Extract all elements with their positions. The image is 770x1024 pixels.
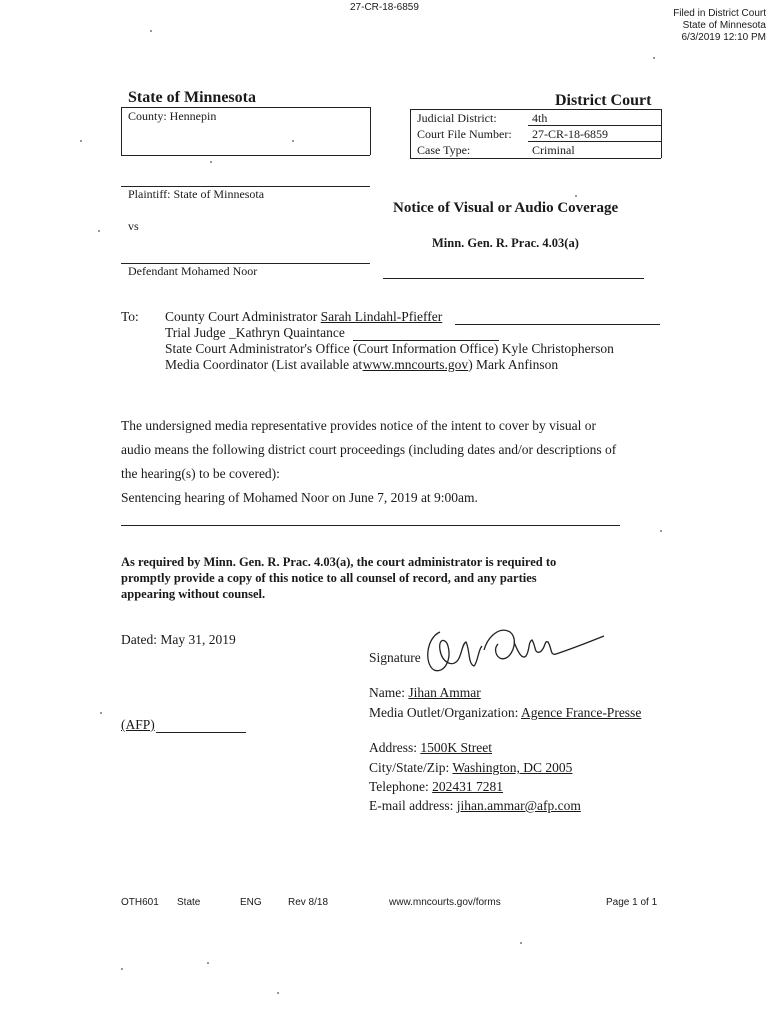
requirement-line-2: promptly provide a copy of this notice to all counsel of record, and any parties (121, 571, 537, 585)
plaintiff-line: Plaintiff: State of Minnesota (128, 187, 265, 201)
judicial-district-value: 4th (532, 111, 548, 125)
name-value: Jihan Ammar (408, 685, 481, 700)
proceedings-blank-line (121, 525, 620, 526)
notice-line-2: audio means the following district court proceedings (including dates and/or descriptions of (121, 442, 617, 457)
scan-speck (150, 30, 152, 32)
address-label: Address: (369, 740, 417, 755)
city-state-zip-label: City/State/Zip: (369, 760, 450, 775)
outlet-short (121, 717, 155, 733)
case-table-bottom (410, 158, 661, 159)
scan-speck (653, 57, 655, 59)
scan-speck (277, 992, 279, 994)
to-line-2: Trial Judge _Kathryn Quaintance (165, 325, 345, 340)
scan-speck (292, 140, 294, 142)
county-box-right (370, 107, 371, 155)
media-outlet-line (369, 705, 641, 721)
filed-stamp (673, 8, 766, 44)
name-label: Name: (369, 685, 405, 700)
scan-speck (121, 968, 123, 970)
footer-form-code: OTH601 (121, 897, 159, 908)
requirement-line-3: appearing without counsel. (121, 587, 266, 601)
county-administrator-prefix: County Court Administrator (165, 309, 318, 324)
scan-speck (210, 161, 212, 163)
county-box-top (121, 107, 370, 108)
mncourts-link[interactable]: www.mncourts.gov (362, 357, 469, 372)
outlet-short-fill-line (156, 732, 246, 733)
footer-forms-url[interactable]: www.mncourts.gov/forms (389, 897, 501, 908)
scan-speck (100, 712, 102, 714)
scan-speck (660, 530, 662, 532)
court-file-number-label: Court File Number: (417, 127, 512, 141)
title-rule-line (383, 278, 644, 279)
scan-speck (575, 195, 577, 197)
notice-title: Notice of Visual or Audio Coverage (393, 200, 619, 216)
to-line-1 (165, 309, 442, 325)
telephone-value: 202431 7281 (432, 779, 504, 794)
handwritten-signature (418, 620, 618, 680)
versus-text: vs (128, 219, 139, 233)
scan-speck (98, 230, 100, 232)
city-state-zip-value: Washington, DC 2005 (452, 760, 573, 775)
county-box-left (121, 107, 122, 155)
court-file-number-value: 27-CR-18-6859 (532, 127, 608, 141)
judicial-district-label: Judicial District: (417, 111, 497, 125)
media-outlet-label: Media Outlet/Organization: (369, 705, 519, 720)
case-table-right (661, 109, 662, 158)
to-line-4 (165, 357, 558, 373)
administrator-fill-line (455, 324, 660, 325)
footer-language: ENG (240, 897, 262, 908)
email-value[interactable]: jihan.ammar@afp.com (456, 798, 581, 813)
requirement-line-1: As required by Minn. Gen. R. Prac. 4.03(a), the court administrator is required to (121, 555, 557, 569)
notice-line-1: The undersigned media representative provides notice of the intent to cover by visual or (121, 418, 596, 433)
to-label: To: (121, 309, 139, 324)
media-outlet-value: Agence France-Presse (520, 705, 642, 720)
county-box-bottom (121, 155, 370, 156)
case-type-label: Case Type: (417, 143, 471, 157)
email-label: E-mail address: (369, 798, 454, 813)
media-coordinator-suffix: ) Mark Anfinson (468, 357, 559, 372)
city-state-zip-line (369, 760, 572, 776)
notice-paragraph (121, 414, 616, 510)
outlet-short-text: (AFP) (121, 717, 155, 732)
defendant-line: Defendant Mohamed Noor (128, 264, 258, 278)
footer-page-number: Page 1 of 1 (606, 897, 658, 908)
county-administrator-name: Sarah Lindahl-Pfieffer (320, 309, 443, 324)
to-line-3: State Court Administrator's Office (Court Information Office) Kyle Christopherson (165, 341, 614, 356)
county-field: County: Hennepin (128, 109, 217, 123)
notice-line-3: the hearing(s) to be covered): (121, 466, 280, 481)
name-line (369, 685, 481, 701)
address-value: 1500K Street (420, 740, 492, 755)
state-heading: State of Minnesota (128, 89, 256, 106)
email-line (369, 798, 581, 814)
case-type-value: Criminal (532, 143, 575, 157)
court-heading: District Court (555, 92, 652, 109)
filed-stamp-line1: Filed in District Court (673, 8, 766, 19)
requirement-paragraph (121, 554, 631, 602)
footer-state: State (177, 897, 201, 908)
filed-stamp-line2: State of Minnesota (682, 20, 766, 31)
scan-speck (207, 962, 209, 964)
scan-speck (80, 140, 82, 142)
media-coordinator-prefix: Media Coordinator (List available at (165, 357, 363, 372)
footer-revision: Rev 8/18 (288, 897, 329, 908)
case-table-top (410, 109, 661, 110)
filed-stamp-line3: 6/3/2019 12:10 PM (681, 32, 766, 43)
scan-speck (520, 942, 522, 944)
telephone-label: Telephone: (369, 779, 429, 794)
rule-citation: Minn. Gen. R. Prac. 4.03(a) (432, 236, 579, 250)
case-table-rule-1 (528, 125, 661, 126)
top-file-number: 27-CR-18-6859 (350, 2, 419, 13)
dated-line: Dated: May 31, 2019 (121, 632, 236, 647)
signature-label: Signature (369, 650, 421, 665)
address-line (369, 740, 492, 756)
telephone-line (369, 779, 503, 795)
case-table-left (410, 109, 411, 158)
notice-line-4: Sentencing hearing of Mohamed Noor on June 7, 2019 at 9:00am. (121, 490, 478, 505)
